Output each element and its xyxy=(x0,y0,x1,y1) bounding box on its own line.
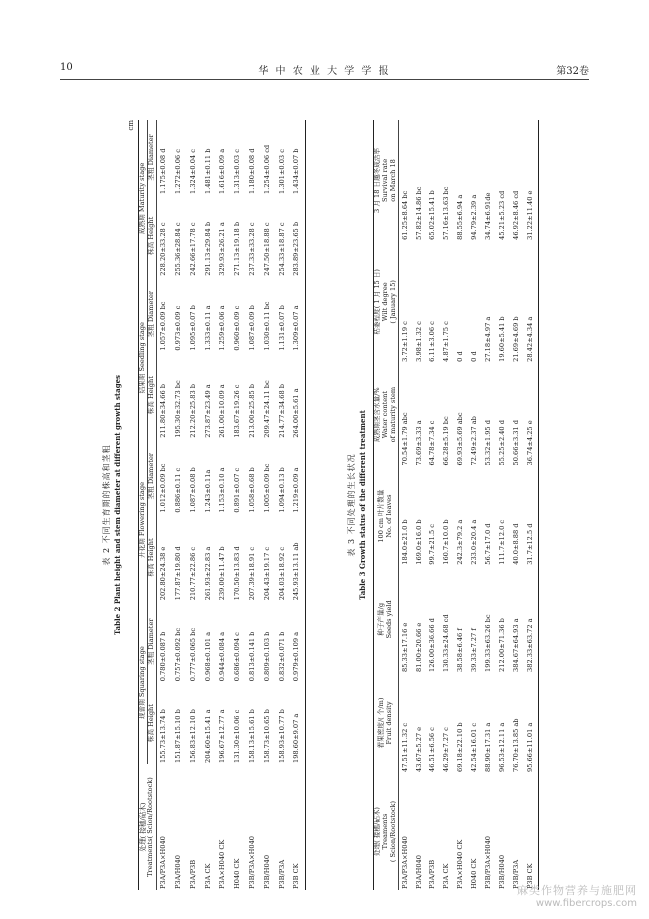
value-cell: 53.32±1.95 d xyxy=(484,420,493,466)
value-cell: 204.43±19.17 c xyxy=(262,546,271,601)
watermark-line1: 麻类作物营养与施肥网 xyxy=(517,884,637,897)
value-cell: 81.00±20.66 e xyxy=(414,622,423,672)
value-cell: 158.93±10.77 b xyxy=(277,709,286,763)
stage-header-flowering: 开花期 Flowering stage xyxy=(139,439,148,601)
treatment-cell: P3A/P3A×H040 xyxy=(400,836,409,889)
subheader-diameter: 茎粗 Diameter xyxy=(147,277,156,352)
value-cell: 261.93±22.83 a xyxy=(203,546,212,601)
value-cell: 3.98±1.32 c xyxy=(414,321,423,362)
table2-unit: cm xyxy=(127,120,135,131)
subheader-height: 株高 Height xyxy=(147,195,156,277)
treatment-cell: P3B/P3A xyxy=(277,859,286,889)
value-cell: 1.175±0.08 d xyxy=(159,148,168,194)
value-cell: 160.7±10.0 b xyxy=(442,519,451,565)
header-en: Water content xyxy=(380,390,389,439)
treatment-cell: P3A/P3A×H040 xyxy=(159,836,168,889)
value-cell: 42.54±16.01 c xyxy=(470,722,479,772)
value-cell: 1.087±0.09 b xyxy=(248,305,257,351)
table-row xyxy=(413,120,427,890)
header-rule xyxy=(60,79,589,80)
value-cell: 0.813±0.141 b xyxy=(248,631,257,682)
value-cell: 4.87±1.75 c xyxy=(442,321,451,362)
value-cell: 76.70±13.85 ab xyxy=(511,718,520,772)
value-cell: 1.309±0.07 a xyxy=(290,277,305,352)
value-cell: 1.333±0.11 a xyxy=(203,305,212,351)
value-cell: 0.686±0.094 c xyxy=(233,632,242,682)
value-cell: 273.87±23.49 a xyxy=(203,384,212,438)
table-row xyxy=(427,120,441,890)
value-cell: 96.53±12.11 a xyxy=(497,722,506,772)
value-cell: 28.42±4.34 a xyxy=(524,241,538,363)
value-cell: 254.33±18.87 c xyxy=(277,222,286,276)
value-cell: 1.481±0.11 b xyxy=(203,148,212,194)
value-cell: 0.832±0.071 b xyxy=(277,631,286,682)
header-en: Wilt degree xyxy=(380,282,389,322)
value-cell: 31.22±11.40 e xyxy=(524,120,538,241)
treatment-cell: P3A CK xyxy=(442,863,451,889)
value-cell: 212.20±25.83 b xyxy=(188,383,197,438)
value-cell: 204.60±15.41 a xyxy=(203,709,212,763)
header-cn: 着果密度/( 个/m) xyxy=(376,697,385,749)
value-cell: 1.005±0.09 bc xyxy=(262,463,271,513)
journal-title: 华 中 农 业 大 学 学 报 xyxy=(258,66,391,77)
treatment-cell: P3A/H040 xyxy=(174,855,183,889)
value-cell: 1.219±0.09 a xyxy=(290,439,305,514)
value-cell: 0 d xyxy=(456,351,465,362)
watermark-line2: www.fibercrops.com xyxy=(535,898,637,909)
table-row xyxy=(524,120,538,890)
header-en-2: ( January 15) xyxy=(388,280,397,324)
value-cell: 47.51±11.32 c xyxy=(400,722,409,772)
value-cell: 31.7±12.5 d xyxy=(524,466,538,565)
treatment-cell: P3B/P3A xyxy=(511,859,520,889)
watermark xyxy=(517,882,637,909)
subheader-diameter: 茎粗 Diameter xyxy=(147,120,156,195)
value-cell: 196.67±12.77 a xyxy=(218,709,227,763)
value-cell: 209.47±24.11 bc xyxy=(262,380,271,438)
subheader-diameter: 茎粗 Diameter xyxy=(147,439,156,514)
treatment-cell: P3A/P3B xyxy=(428,859,437,889)
value-cell: 21.69±4.69 b xyxy=(511,316,520,362)
value-cell: 64.78±7.34 c xyxy=(428,420,437,466)
value-cell: 156.83±12.10 b xyxy=(188,709,197,763)
value-cell: 46.51±6.56 c xyxy=(428,727,437,772)
value-cell: 1.153±0.10 a xyxy=(218,467,227,513)
value-cell: 65.02±15.41 b xyxy=(428,190,437,240)
table3-header-water-content xyxy=(374,363,399,467)
value-cell: 72.49±2.37 ab xyxy=(470,416,479,466)
table2 xyxy=(138,120,306,890)
value-cell: 66.28±5.19 bc xyxy=(442,416,451,466)
value-cell: 85.33±17.16 e xyxy=(400,622,409,672)
value-cell: 1.012±0.09 bc xyxy=(159,463,168,513)
value-cell: 73.69±3.33 a xyxy=(414,420,423,466)
value-cell: 329.93±26.21 a xyxy=(218,222,227,276)
value-cell: 202.80±24.38 e xyxy=(159,546,168,601)
header-cn: 100 cm 叶片数量 xyxy=(376,489,385,543)
table-row xyxy=(172,120,187,890)
table3-header-wilt-degree xyxy=(374,241,399,363)
value-cell: 40.0±8.88 d xyxy=(511,523,520,565)
header-en: No. of leaves xyxy=(384,494,393,538)
treatment-cell: P3B CK xyxy=(290,764,305,890)
value-cell: 155.73±13.74 b xyxy=(159,709,168,763)
treatment-cell: P3B CK xyxy=(524,773,538,890)
value-cell: 1.254±0.06 cd xyxy=(262,144,271,194)
value-cell: 177.87±19.80 d xyxy=(174,546,183,601)
value-cell: 1.313±0.03 c xyxy=(233,149,242,194)
value-cell: 382.33±63.72 a xyxy=(524,566,538,673)
table-row xyxy=(275,120,290,890)
value-cell: 264.00±5.61 a xyxy=(290,352,305,439)
value-cell: 183.67±19.26 c xyxy=(233,384,242,438)
value-cell: 126.00±36.66 d xyxy=(428,618,437,672)
header-cn: 处理( 接穗/砧木) xyxy=(373,806,381,857)
table-row xyxy=(201,120,216,890)
value-cell: 1.324±0.04 c xyxy=(188,149,197,194)
value-cell: 204.03±18.92 c xyxy=(277,546,286,601)
value-cell: 50.66±3.31 d xyxy=(511,420,520,466)
value-cell: 36.74±4.25 e xyxy=(524,363,538,467)
subheader-height: 株高 Height xyxy=(147,514,156,602)
table-row xyxy=(454,120,468,890)
header-en: Fruit density xyxy=(384,701,393,745)
table-row xyxy=(468,120,482,890)
value-cell: 55.25±2.40 d xyxy=(497,420,506,466)
value-cell: 57.82±14.86 bc xyxy=(414,186,423,240)
value-cell: 0.973±0.09 c xyxy=(174,305,183,351)
table3-header-seeds-yield xyxy=(374,566,399,673)
volume-label: 第32卷 xyxy=(556,66,589,77)
treatment-cell: P3A/P3B xyxy=(188,859,197,889)
table3-header-fruit-density xyxy=(374,673,399,773)
table3-header-leaves xyxy=(374,466,399,565)
value-cell: 1.616±0.09 a xyxy=(218,148,227,194)
table-row xyxy=(440,120,454,890)
treatment-cell: P3B/P3A×H040 xyxy=(248,836,257,889)
header-cn: 种子产量/g xyxy=(376,602,385,636)
value-cell: 198.60±9.07 a xyxy=(290,682,305,764)
value-cell: 170.50±13.83 d xyxy=(233,546,242,601)
value-cell: 1.301±0.03 c xyxy=(277,149,286,194)
value-cell: 211.80±34.66 b xyxy=(159,383,168,438)
table2-treatment-header-cn: 处理( 接穗/砧木) xyxy=(138,802,147,852)
value-cell: 131.30±10.06 c xyxy=(233,709,242,763)
table2-body xyxy=(156,120,305,890)
subheader-height: 株高 Height xyxy=(147,682,156,764)
value-cell: 57.16±13.63 bc xyxy=(442,186,451,240)
value-cell: 212.00±71.36 b xyxy=(497,618,506,672)
value-cell: 1.094±0.13 b xyxy=(277,467,286,513)
value-cell: 34.74±6.91de xyxy=(484,192,493,240)
value-cell: 1.272±0.06 c xyxy=(174,149,183,194)
table3-body xyxy=(398,120,538,890)
subheader-height: 株高 Height xyxy=(147,352,156,439)
value-cell: 1.057±0.09 bc xyxy=(159,301,168,351)
value-cell: 1.087±0.08 b xyxy=(188,467,197,513)
value-cell: 1.030±0.11 bc xyxy=(262,301,271,351)
header-cn: 枯萎程度( 1 月 15 日) xyxy=(373,268,381,335)
value-cell: 46.29±7.27 c xyxy=(442,727,451,772)
value-cell: 261.00±10.09 a xyxy=(218,384,227,438)
value-cell: 1.243±0.11a xyxy=(203,469,212,513)
value-cell: 46.92±8.46 cd xyxy=(511,190,520,240)
value-cell: 70.54±1.79 abc xyxy=(400,412,409,466)
table3-block xyxy=(345,120,649,890)
value-cell: 111.7±12.0 c xyxy=(497,519,506,565)
table-row xyxy=(290,120,305,890)
table3-header-treatment xyxy=(374,773,399,890)
table2-title-en: Table 2 Plant height and stem diameter at different growth stages xyxy=(113,375,122,635)
header-en-2: ( Scion/Rootstock) xyxy=(388,800,397,863)
value-cell: 291.13±29.84 b xyxy=(203,221,212,276)
value-cell: 0.891±0.07 c xyxy=(233,467,242,513)
table2-treatment-header-en: Treatments( Scion/Rootstock) xyxy=(146,777,155,877)
value-cell: 0.777±0.065 bc xyxy=(188,627,197,682)
value-cell: 61.25±8.64 bc xyxy=(400,190,409,240)
table2-treatment-header xyxy=(139,764,157,890)
value-cell: 0.886±0.11 c xyxy=(174,467,183,513)
table-row xyxy=(156,120,171,890)
value-cell: 0 d xyxy=(470,351,479,362)
value-cell: 0.968±0.101 a xyxy=(203,631,212,682)
value-cell: 195.30±32.73 bc xyxy=(174,380,183,438)
treatment-cell: P3B/H040 xyxy=(497,854,506,889)
value-cell: 233.0±20.4 a xyxy=(470,519,479,565)
value-cell: 151.87±15.10 b xyxy=(174,709,183,763)
value-cell: 27.18±4.97 a xyxy=(484,316,493,362)
value-cell: 69.18±22.10 b xyxy=(456,722,465,772)
table3-title-en: Table 3 Growth status of the different treatment xyxy=(358,410,367,600)
value-cell: 88.55±6.94 a xyxy=(456,194,465,240)
treatment-cell: P3B/P3A×H040 xyxy=(484,836,493,889)
value-cell: 1.259±0.06 a xyxy=(218,305,227,351)
table3 xyxy=(373,120,539,890)
subheader-diameter: 茎粗 Diameter xyxy=(147,601,156,682)
value-cell: 0.780±0.087 b xyxy=(159,631,168,682)
value-cell: 38.58±6.46 f xyxy=(456,628,465,672)
value-cell: 130.33±24.68 cd xyxy=(442,614,451,672)
value-cell: 0.960±0.09 c xyxy=(233,305,242,351)
value-cell: 247.50±18.88 c xyxy=(262,222,271,276)
value-cell: 214.77±34.68 b xyxy=(277,383,286,438)
treatment-cell: P3B/H040 xyxy=(262,854,271,889)
value-cell: 43.67±5.27 e xyxy=(414,726,423,772)
value-cell: 169.0±16.0 b xyxy=(414,519,423,565)
value-cell: 245.93±13.11 ab xyxy=(290,514,305,602)
table-row xyxy=(216,120,231,890)
value-cell: 69.93±5.69 abc xyxy=(456,412,465,466)
header-cn: 3 月 18 日越冬成活率 xyxy=(373,147,381,213)
value-cell: 283.89±23.65 b xyxy=(290,195,305,277)
value-cell: 184.0±21.0 b xyxy=(400,519,409,565)
table-row xyxy=(398,120,412,890)
value-cell: 239.00±11.47 b xyxy=(218,546,227,601)
header-en-2: on March 18 xyxy=(388,159,397,202)
value-cell: 88.90±17.31 a xyxy=(484,722,493,772)
page-number: 10 xyxy=(60,62,73,73)
value-cell: 39.33±7.27 f xyxy=(470,628,479,672)
value-cell: 210.77±22.86 c xyxy=(188,546,197,601)
stage-header-seedling: 结果期 Seedling stage xyxy=(139,277,148,439)
value-cell: 213.00±25.85 b xyxy=(248,383,257,438)
treatment-cell: H040 CK xyxy=(233,858,242,889)
table3-header-survival-rate xyxy=(374,120,399,241)
table-row xyxy=(231,120,246,890)
value-cell: 255.36±28.84 c xyxy=(174,222,183,276)
stage-header-squaring: 现蕾期 Squaring stage xyxy=(139,601,148,764)
table3-title-cn: 表 3 不同处理的生长状况 xyxy=(347,453,356,557)
value-cell: 158.13±15.61 b xyxy=(248,709,257,763)
value-cell: 19.60±5.41 b xyxy=(497,316,506,362)
value-cell: 1.180±0.08 d xyxy=(248,148,257,194)
value-cell: 384.67±64.93 a xyxy=(511,618,520,672)
running-header xyxy=(60,62,589,78)
value-cell: 158.73±10.65 b xyxy=(262,709,271,763)
table2-title-cn: 表 2 不同生育期的株高和茎粗 xyxy=(102,444,111,566)
value-cell: 94.79±2.39 a xyxy=(470,194,479,240)
value-cell: 1.095±0.07 b xyxy=(188,305,197,351)
value-cell: 45.21±5.23 cd xyxy=(497,190,506,240)
table-row xyxy=(260,120,275,890)
treatment-cell: H040 CK xyxy=(470,858,479,889)
header-en-2: of maturity stem xyxy=(388,386,397,443)
header-en: Survival rate xyxy=(380,158,389,203)
treatment-cell: P3A×H040 CK xyxy=(456,839,465,889)
treatment-cell: P3A/H040 xyxy=(414,855,423,889)
value-cell: 271.13±19.18 b xyxy=(233,221,242,276)
value-cell: 56.7±17.0 d xyxy=(484,523,493,565)
value-cell: 0.809±0.103 b xyxy=(262,631,271,682)
value-cell: 99.7±21.5 c xyxy=(428,524,437,565)
stage-header-maturity: 成熟期 Maturity stage xyxy=(139,120,148,277)
value-cell: 199.33±63.26 bc xyxy=(484,614,493,672)
table-row xyxy=(496,120,510,890)
value-cell: 242.66±17.78 c xyxy=(188,222,197,276)
treatment-cell: P3A CK xyxy=(203,863,212,889)
value-cell: 95.66±11.01 a xyxy=(524,673,538,773)
value-cell: 0.757±0.092 bc xyxy=(174,627,183,682)
value-cell: 1.058±0.68 b xyxy=(248,467,257,513)
value-cell: 0.944±0.084 a xyxy=(218,631,227,682)
value-cell: 1.434±0.07 b xyxy=(290,120,305,195)
value-cell: 6.11±3.06 c xyxy=(428,321,437,362)
table-row xyxy=(482,120,496,890)
value-cell: 228.20±33.28 c xyxy=(159,222,168,276)
value-cell: 242.3±79.2 a xyxy=(456,519,465,565)
table-row xyxy=(186,120,201,890)
value-cell: 207.39±18.91 c xyxy=(248,546,257,601)
value-cell: 237.33±33.28 c xyxy=(248,222,257,276)
value-cell: 3.72±1.19 c xyxy=(400,321,409,362)
table-row xyxy=(510,120,524,890)
header-en: Treaments xyxy=(380,813,389,850)
header-en: Seeds yield xyxy=(384,600,393,639)
treatment-cell: P3A×H040 CK xyxy=(218,839,227,889)
table-row xyxy=(246,120,261,890)
header-cn: 成熟期茎含水量/% xyxy=(373,387,381,442)
value-cell: 0.979±0.109 a xyxy=(290,601,305,682)
value-cell: 1.131±0.07 b xyxy=(277,305,286,351)
